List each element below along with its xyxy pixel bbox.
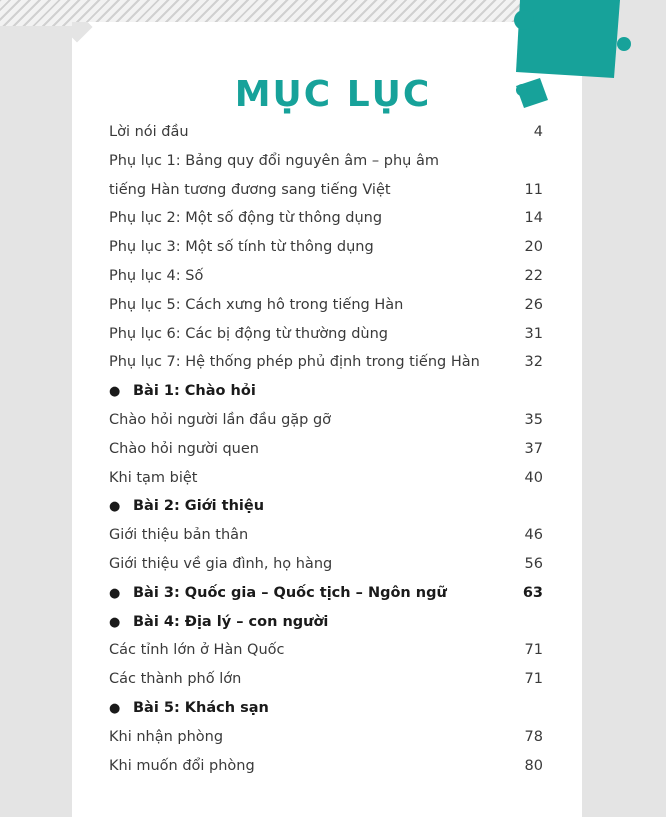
toc-entry-label: Phụ lục 2: Một số động từ thông dụng xyxy=(109,210,383,227)
toc-section-heading[interactable] xyxy=(109,377,549,406)
toc-page-number: 71 xyxy=(524,642,543,659)
toc-entry-label: Bài 1: Chào hỏi xyxy=(133,383,256,400)
toc-page-number: 35 xyxy=(524,411,543,428)
bullet-icon: ● xyxy=(109,700,121,716)
toc-page-number: 63 xyxy=(522,584,543,601)
toc-entry-label: Phụ lục 3: Một số tính từ thông dụng xyxy=(109,239,374,256)
toc-entry[interactable] xyxy=(109,176,549,205)
toc-entry[interactable] xyxy=(109,636,549,665)
toc-entry-label: Giới thiệu bản thân xyxy=(109,527,249,544)
bullet-icon: ● xyxy=(109,585,121,601)
toc-page-number: 37 xyxy=(524,440,543,457)
table-of-contents xyxy=(109,118,549,780)
toc-page-number: 40 xyxy=(524,469,543,486)
toc-entry-label: Khi muốn đổi phòng xyxy=(109,757,255,774)
toc-entry[interactable] xyxy=(109,118,549,147)
toc-section-heading[interactable] xyxy=(109,579,549,608)
toc-entry[interactable] xyxy=(109,291,549,320)
toc-page-number: 32 xyxy=(524,354,543,371)
toc-entry[interactable] xyxy=(109,550,549,579)
toc-section-heading[interactable] xyxy=(109,608,549,637)
toc-entry[interactable] xyxy=(109,320,549,349)
toc-page-number: 31 xyxy=(524,325,543,342)
page-title: MỤC LỤC xyxy=(234,74,432,115)
toc-entry[interactable] xyxy=(109,147,549,176)
toc-entry-label: Bài 2: Giới thiệu xyxy=(133,498,265,515)
toc-page-number: 80 xyxy=(524,757,543,774)
toc-page-number: 46 xyxy=(524,527,543,544)
toc-entry[interactable] xyxy=(109,464,549,493)
toc-page-number: 14 xyxy=(524,210,543,227)
toc-entry-label: tiếng Hàn tương đương sang tiếng Việt xyxy=(109,181,391,198)
bullet-icon: ● xyxy=(109,614,121,630)
toc-entry-label: Chào hỏi người lần đầu gặp gỡ xyxy=(109,411,332,428)
toc-entry-label: Phụ lục 1: Bảng quy đổi nguyên âm – phụ âm xyxy=(109,152,439,169)
toc-entry-label: Phụ lục 4: Số xyxy=(109,267,204,284)
toc-section-heading[interactable] xyxy=(109,694,549,723)
toc-entry-label: Bài 3: Quốc gia – Quốc tịch – Ngôn ngữ xyxy=(133,584,447,601)
toc-entry[interactable] xyxy=(109,233,549,262)
toc-entry[interactable] xyxy=(109,348,549,377)
toc-page-number: 20 xyxy=(524,239,543,256)
toc-page-number: 78 xyxy=(524,728,543,745)
toc-entry-label: Bài 4: Địa lý – con người xyxy=(133,613,329,630)
toc-entry-label: Giới thiệu về gia đình, họ hàng xyxy=(109,555,333,572)
toc-entry-label: Các tỉnh lớn ở Hàn Quốc xyxy=(109,642,285,659)
bullet-icon: ● xyxy=(109,384,121,400)
toc-entry[interactable] xyxy=(109,262,549,291)
toc-entry-label: Phụ lục 7: Hệ thống phép phủ định trong tiếng Hàn xyxy=(109,354,480,371)
toc-entry-label: Khi tạm biệt xyxy=(109,469,198,486)
toc-page-number: 4 xyxy=(533,124,543,140)
toc-entry[interactable] xyxy=(109,406,549,435)
toc-entry-label: Phụ lục 6: Các bị động từ thường dùng xyxy=(109,325,388,342)
toc-entry-label: Bài 5: Khách sạn xyxy=(133,699,269,716)
toc-entry[interactable] xyxy=(109,204,549,233)
toc-page-number: 56 xyxy=(524,555,543,572)
toc-entry[interactable] xyxy=(109,723,549,752)
toc-entry-label: Lời nói đầu xyxy=(109,124,189,140)
toc-page-number: 26 xyxy=(524,296,543,313)
toc-entry-label: Phụ lục 5: Cách xưng hô trong tiếng Hàn xyxy=(109,296,404,313)
toc-page-number: 11 xyxy=(524,181,543,198)
toc-entry[interactable] xyxy=(109,665,549,694)
toc-page-number: 22 xyxy=(524,267,543,284)
toc-entry[interactable] xyxy=(109,435,549,464)
toc-entry-label: Các thành phố lớn xyxy=(109,671,242,688)
toc-entry[interactable] xyxy=(109,752,549,781)
toc-entry-label: Khi nhận phòng xyxy=(109,728,224,745)
toc-page-number: 71 xyxy=(524,671,543,688)
bullet-icon: ● xyxy=(109,499,121,515)
toc-entry-label: Chào hỏi người quen xyxy=(109,440,259,457)
toc-section-heading[interactable] xyxy=(109,492,549,521)
toc-entry[interactable] xyxy=(109,521,549,550)
